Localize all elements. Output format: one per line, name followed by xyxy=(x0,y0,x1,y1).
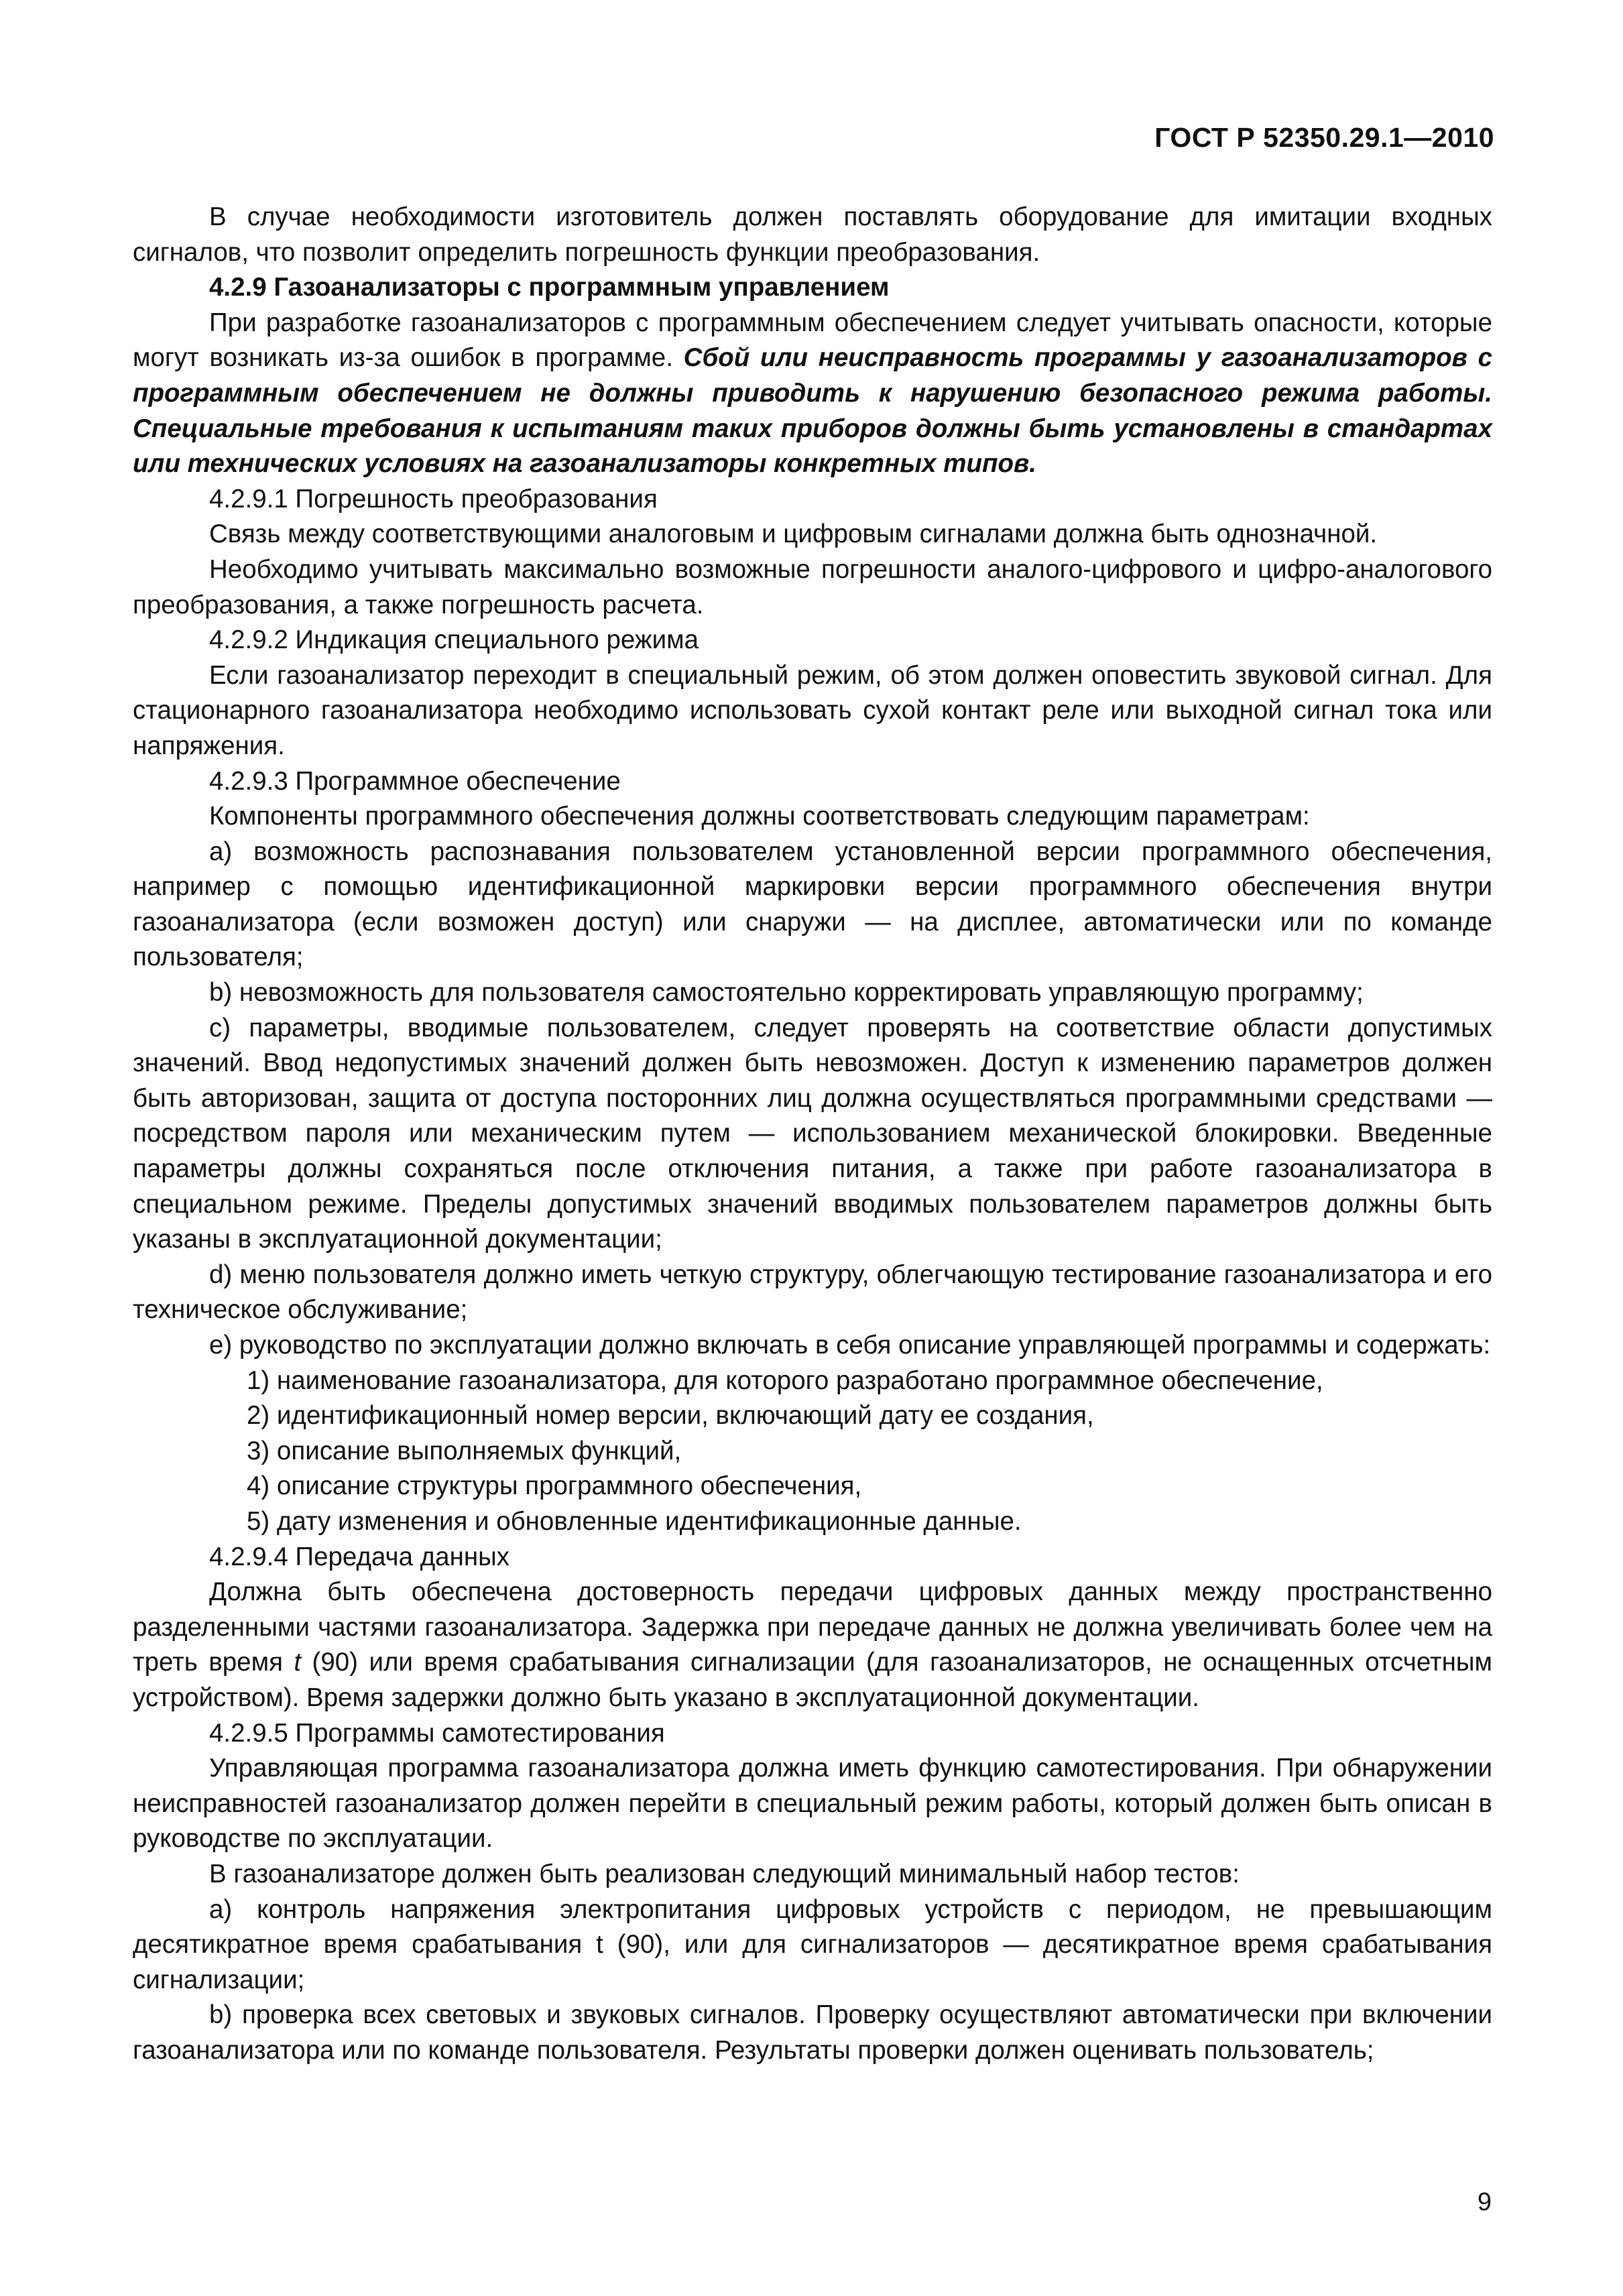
paragraph: Управляющая программа газоанализатора должна иметь функцию самотестирования. При обнаружении неисправностей газоанализатор должен перейти в специальный режим работы, который должен быть описан в руководстве по эксплуатации. xyxy=(133,1754,1492,1854)
paragraph xyxy=(133,1575,1492,1715)
section-heading: 4.2.9 Газоанализаторы с программным управлением xyxy=(209,273,890,302)
sub-list-item: 3) описание выполняемых функций, xyxy=(247,1436,682,1465)
list-item: d) меню пользователя должно иметь четкую структуру, облегчающую тестирование газоанализатора и его техническое обслуживание; xyxy=(133,1260,1492,1325)
variable-t: t xyxy=(294,1648,302,1677)
paragraph-text: При разработке газоанализаторов с программным обеспечением следует учитывать опасности, которые могут возникать из-за ошибок в программе. xyxy=(133,308,1492,373)
paragraph: Если газоанализатор переходит в специальный режим, об этом должен оповестить звуковой сигнал. Для стационарного газоанализатора необходимо использовать сухой контакт реле или выходной сигнал тока или напряжения. xyxy=(133,660,1492,760)
subsection-heading: 4.2.9.3 Программное обеспечение xyxy=(209,766,621,796)
paragraph-text: (90) или время срабатывания сигнализации (для газоанализаторов, не оснащенных отсчетным устройством). Время задержки должно быть указано в эксплуатационной документации. xyxy=(133,1648,1493,1712)
page-number: 9 xyxy=(1477,2188,1492,2216)
subsection-heading: 4.2.9.2 Индикация специального режима xyxy=(209,625,699,655)
paragraph: В газоанализаторе должен быть реализован следующий минимальный набор тестов: xyxy=(209,1859,1240,1888)
paragraph-text: Должна быть обеспечена достоверность передачи цифровых данных между пространственно разделенными частями газоанализатора. Задержка при передаче данных не должна увеличивать более чем на треть время xyxy=(133,1577,1492,1677)
sub-list-item: 5) дату изменения и обновленные идентификационные данные. xyxy=(247,1506,1022,1536)
list-item: b) невозможность для пользователя самостоятельно корректировать управляющую программу; xyxy=(209,978,1364,1008)
list-item: a) контроль напряжения электропитания цифровых устройств с периодом, не превышающим десятикратное время срабатывания t (90), или для сигнализаторов — десятикратное время срабатывания сигнализации; xyxy=(133,1894,1492,1994)
paragraph: В случае необходимости изготовитель должен поставлять оборудование для имитации входных сигналов, что позволит определить погрешность функции преобразования. xyxy=(133,202,1492,267)
body-text xyxy=(133,200,1492,2068)
paragraph: Необходимо учитывать максимально возможные погрешности аналого-цифрового и цифро-аналогового преобразования, а также погрешность расчета. xyxy=(133,554,1492,619)
sub-list-item: 4) описание структуры программного обеспечения, xyxy=(247,1471,862,1501)
emphasis-text: Сбой или неисправность программы у газоанализаторов с программным обеспечением не должны приводить к нарушению безопасного режима работы. Специальные требования к испытаниям таких приборов должны быть установлены в стандартах или технических условиях на газоанализаторы конкретных типов. xyxy=(133,343,1493,479)
sub-list-item: 1) наименование газоанализатора, для которого разработано программное обеспечение, xyxy=(247,1366,1323,1395)
sub-list-item: 2) идентификационный номер версии, включающий дату ее создания, xyxy=(247,1401,1094,1431)
list-item: e) руководство по эксплуатации должно включать в себя описание управляющей программы и содержать: xyxy=(209,1331,1491,1360)
list-item: b) проверка всех световых и звуковых сигналов. Проверку осуществляют автоматически при включении газоанализатора или по команде пользователя. Результаты проверки должен оценивать пользователь; xyxy=(133,2000,1492,2065)
paragraph: Компоненты программного обеспечения должны соответствовать следующим параметрам: xyxy=(209,802,1310,831)
paragraph: Связь между соответствующими аналоговым и цифровым сигналами должна быть однозначной. xyxy=(209,520,1378,549)
list-item: a) возможность распознавания пользователем установленной версии программного обеспечения, например с помощью идентификационной маркировки версии программного обеспечения внутри газоанализатора (если возможен доступ) или снаружи — на дисплее, автоматически или по команде пользователя; xyxy=(133,837,1492,972)
paragraph xyxy=(133,306,1492,482)
subsection-heading: 4.2.9.5 Программы самотестирования xyxy=(209,1718,665,1748)
subsection-heading: 4.2.9.1 Погрешность преобразования xyxy=(209,484,658,513)
subsection-heading: 4.2.9.4 Передача данных xyxy=(209,1542,510,1571)
standard-designation: ГОСТ Р 52350.29.1—2010 xyxy=(1154,122,1494,153)
list-item: c) параметры, вводимые пользователем, следует проверять на соответствие области допустимых значений. Ввод недопустимых значений должен быть невозможен. Доступ к изменению параметров должен быть авторизован, защита от доступа посторонних лиц должна осуществляться программными средствами — посредством пароля или механическим путем — использованием механической блокировки. Введенные параметры должны сохраняться после отключения питания, а также при работе газоанализатора в специальном режиме. Пределы допустимых значений вводимых пользователем параметров должны быть указаны в эксплуатационной документации; xyxy=(133,1013,1492,1254)
